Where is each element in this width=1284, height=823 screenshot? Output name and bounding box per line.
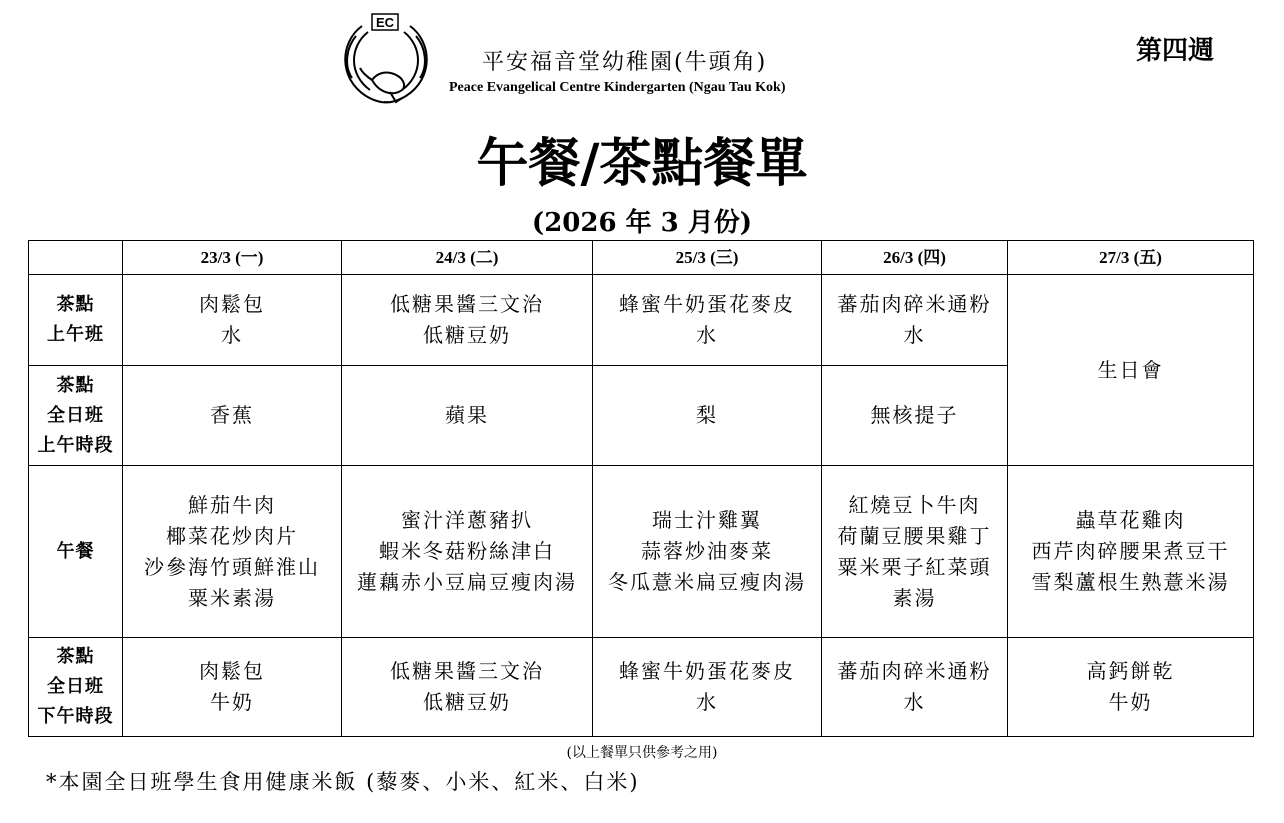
menu-cell: 蜂蜜牛奶蛋花麥皮 水 [593, 275, 822, 366]
table-row-fullday-pm-snack [29, 638, 1254, 737]
page-subtitle: (2026 年 3 月份) [531, 208, 753, 238]
menu-cell: 蜜汁洋蔥豬扒 蝦米冬菇粉絲津白 蓮藕赤小豆扁豆瘦肉湯 [342, 466, 593, 638]
day-header: 23/3 (一) [123, 241, 342, 275]
menu-cell: 低糖果醬三文治 低糖豆奶 [342, 638, 593, 737]
day-header: 25/3 (三) [593, 241, 822, 275]
row-label: 午餐 [29, 466, 123, 638]
reference-note: (以上餐單只供參考之用) [566, 745, 718, 761]
table-row-lunch [29, 466, 1254, 638]
row-label: 茶點 全日班 上午時段 [29, 366, 123, 466]
row-label: 茶點 全日班 下午時段 [29, 638, 123, 737]
friday-birthday-party-cell: 生日會 [1008, 275, 1254, 466]
menu-cell: 肉鬆包 水 [123, 275, 342, 366]
menu-cell: 梨 [593, 366, 822, 466]
row-label: 茶點 上午班 [29, 275, 123, 366]
menu-cell: 高鈣餅乾 牛奶 [1008, 638, 1254, 737]
school-logo [332, 12, 440, 112]
dove-hands-logo-icon [332, 12, 440, 112]
menu-cell: 低糖果醬三文治 低糖豆奶 [342, 275, 593, 366]
day-header: 26/3 (四) [822, 241, 1008, 275]
menu-cell: 蕃茄肉碎米通粉 水 [822, 275, 1008, 366]
header-corner-cell [29, 241, 123, 275]
table-row-am-snack [29, 275, 1254, 366]
menu-cell: 紅燒豆卜牛肉 荷蘭豆腰果雞丁 粟米栗子紅菜頭 素湯 [822, 466, 1008, 638]
menu-table [28, 240, 1254, 737]
school-name-english: Peace Evangelical Centre Kindergarten (Ngau Tau Kok) [449, 80, 786, 95]
menu-cell: 蜂蜜牛奶蛋花麥皮 水 [593, 638, 822, 737]
menu-cell: 鮮茄牛肉 椰菜花炒肉片 沙參海竹頭鮮淮山 粟米素湯 [123, 466, 342, 638]
menu-cell: 肉鬆包 牛奶 [123, 638, 342, 737]
day-header: 27/3 (五) [1008, 241, 1254, 275]
table-header-row [29, 241, 1254, 275]
menu-cell: 香蕉 [123, 366, 342, 466]
rice-footnote: *本園全日班學生食用健康米飯 (藜麥、小米、紅米、白米) [46, 770, 640, 794]
school-name-chinese: 平安福音堂幼稚園(牛頭角) [482, 50, 768, 75]
page-title: 午餐/茶點餐單 [476, 133, 808, 194]
menu-cell: 蟲草花雞肉 西芹肉碎腰果煮豆干 雪梨蘆根生熟薏米湯 [1008, 466, 1254, 638]
week-label: 第四週 [1136, 36, 1215, 66]
logo-text: EC [375, 15, 395, 30]
menu-cell: 瑞士汁雞翼 蒜蓉炒油麥菜 冬瓜薏米扁豆瘦肉湯 [593, 466, 822, 638]
menu-cell: 蘋果 [342, 366, 593, 466]
menu-cell: 蕃茄肉碎米通粉 水 [822, 638, 1008, 737]
menu-cell: 無核提子 [822, 366, 1008, 466]
day-header: 24/3 (二) [342, 241, 593, 275]
